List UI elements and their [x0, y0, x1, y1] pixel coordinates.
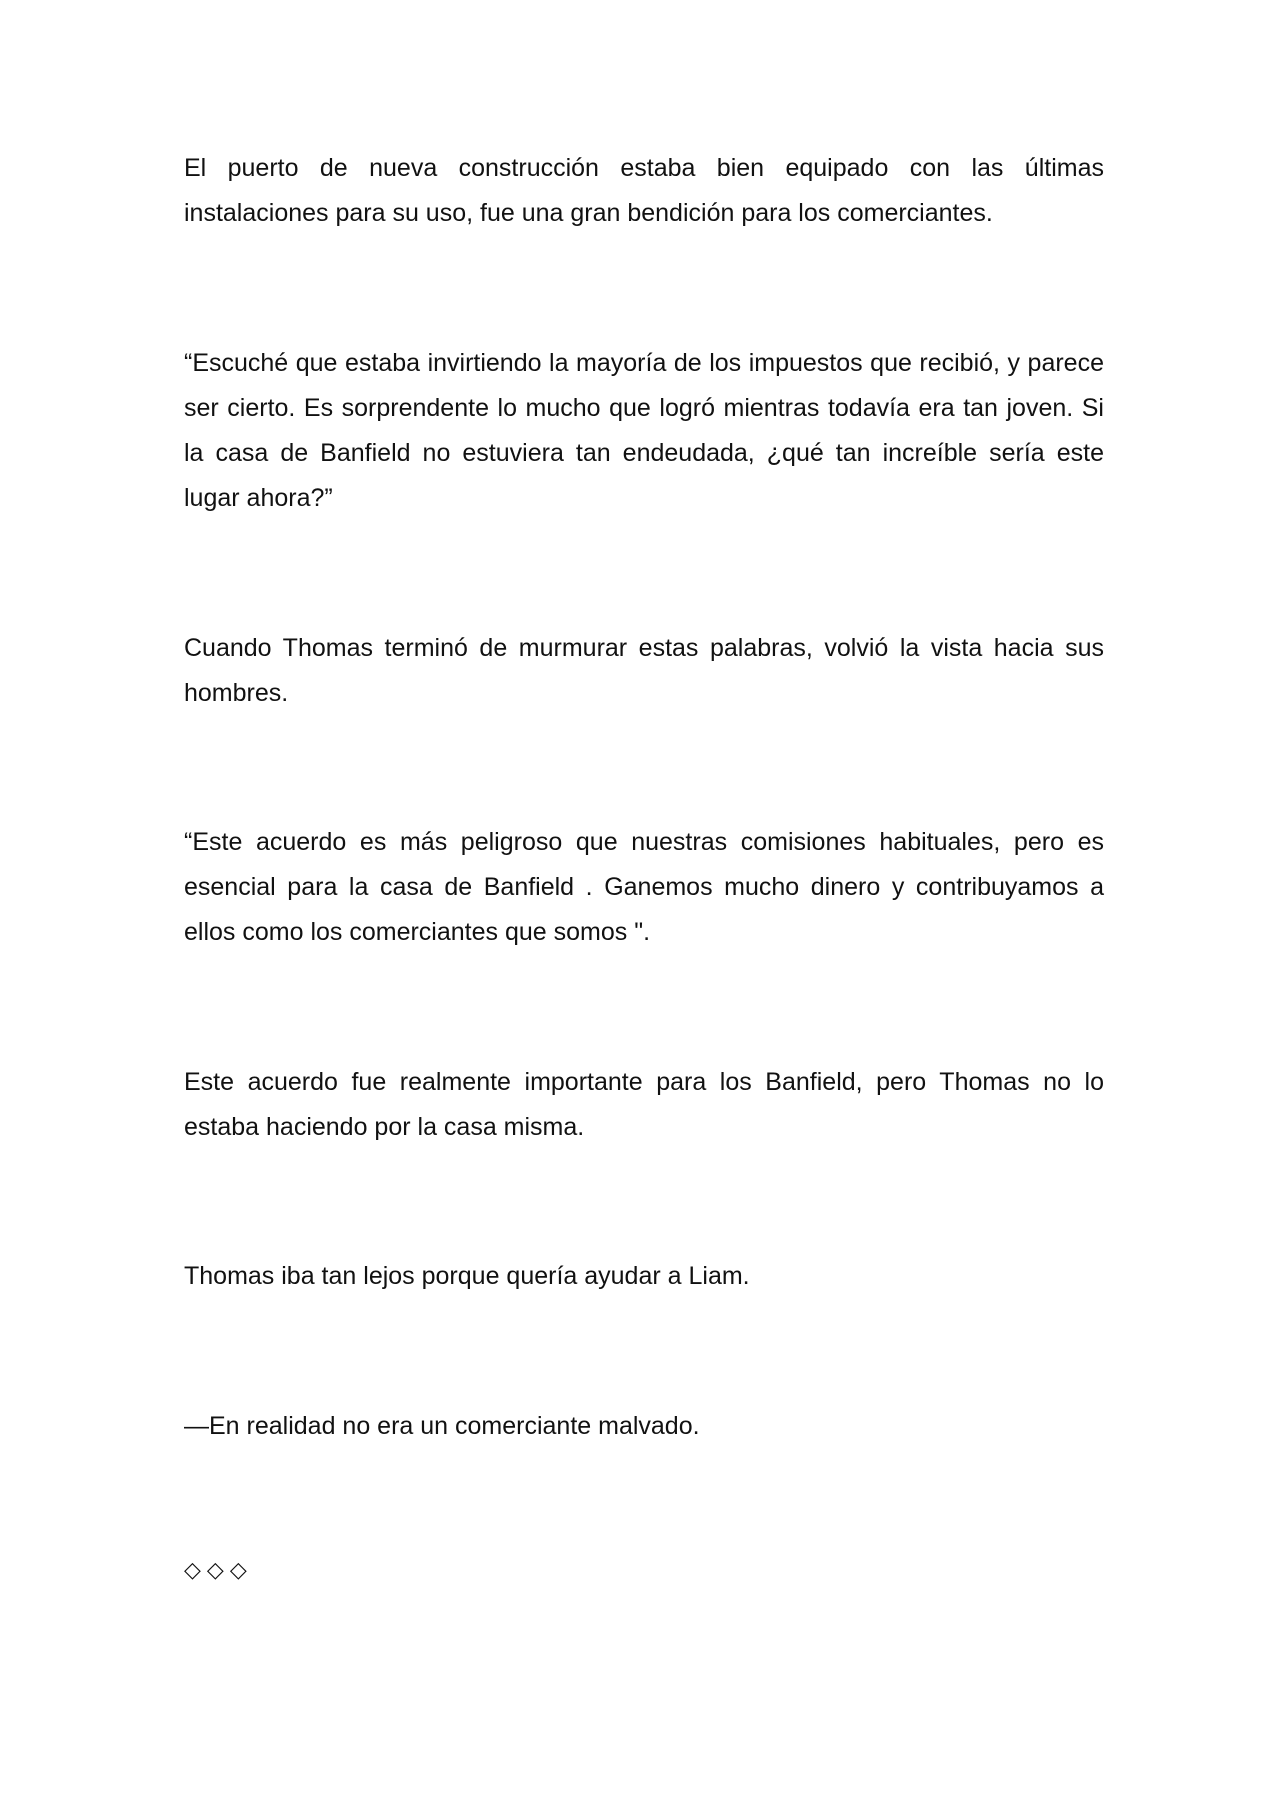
paragraph-agreement-importance: Este acuerdo fue realmente importante para los Banfield, pero Thomas no lo estaba haciendo por la casa misma.	[184, 1068, 1104, 1141]
paragraph-quote-taxes: “Escuché que estaba invirtiendo la mayoría de los impuestos que recibió, y parece ser cierto. Es sorprendente lo mucho que logró mientras todavía era tan joven. Si la casa de Banfield no estuviera tan endeudada, ¿qué tan increíble sería este lugar ahora?”	[184, 349, 1104, 512]
paragraph-help-liam: Thomas iba tan lejos porque quería ayudar a Liam.	[184, 1262, 750, 1290]
paragraph-not-evil-merchant: —En realidad no era un comerciante malvado.	[184, 1412, 700, 1440]
section-separator: ◇◇◇	[184, 1558, 253, 1583]
paragraph-thomas-turns: Cuando Thomas terminó de murmurar estas palabras, volvió la vista hacia sus hombres.	[184, 634, 1104, 707]
paragraph-quote-agreement: “Este acuerdo es más peligroso que nuestras comisiones habituales, pero es esencial para la casa de Banfield . Ganemos mucho dinero y contribuyamos a ellos como los comerciantes que somos ".	[184, 828, 1104, 946]
paragraph-port-description: El puerto de nueva construcción estaba bien equipado con las últimas instalaciones para su uso, fue una gran bendición para los comerciantes.	[184, 154, 1104, 227]
